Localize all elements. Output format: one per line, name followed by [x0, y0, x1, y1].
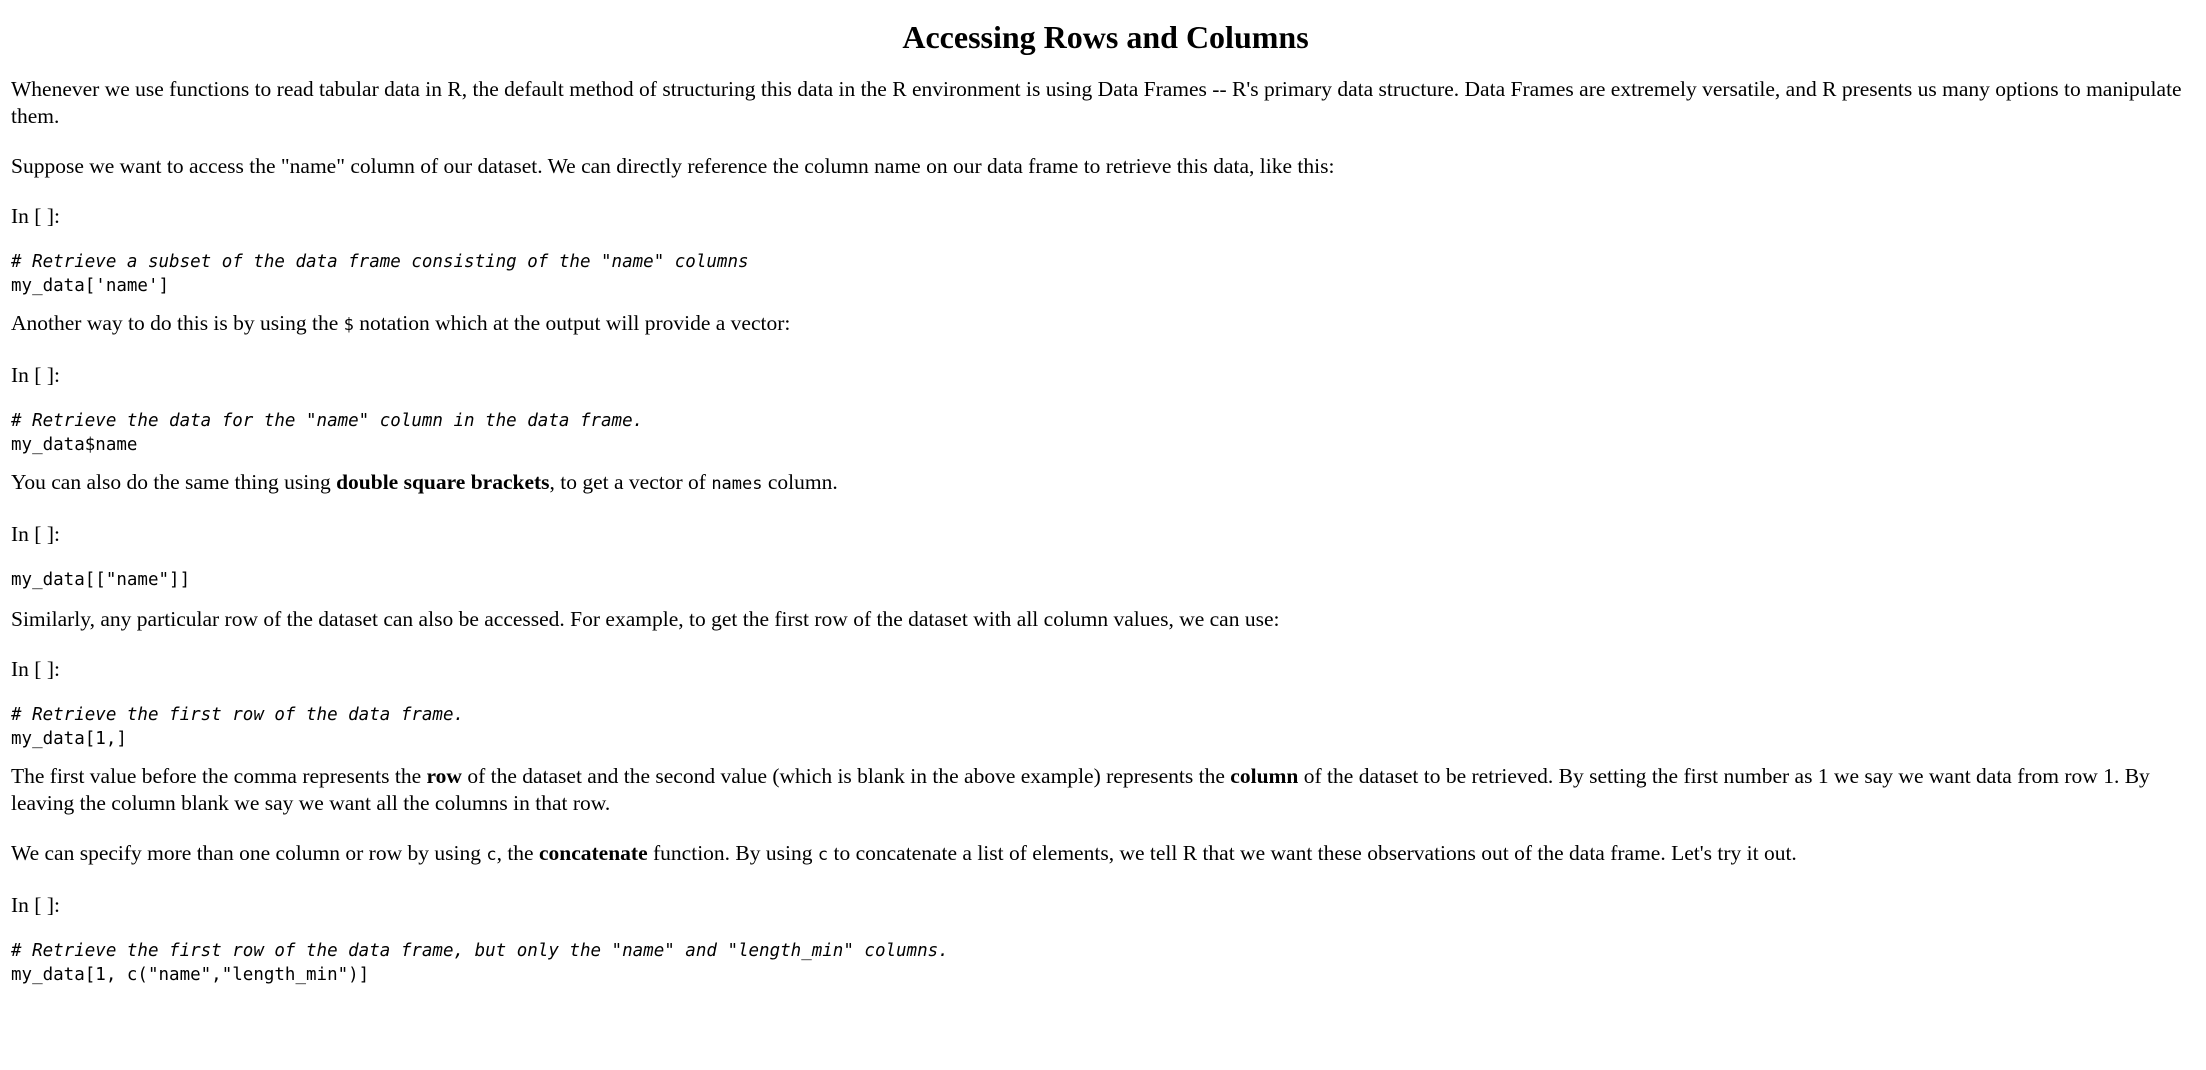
cell-prompt: In [ ]:: [11, 204, 60, 228]
code-line: my_data$name: [11, 435, 138, 455]
bold-term: double square brackets: [336, 470, 550, 494]
text-span: of the dataset to be retrieved. By setting the first number as 1 we say we want data from row 1. By leaving the column blank we say we want all the columns in that row.: [11, 764, 2150, 815]
paragraph-row-access: Similarly, any particular row of the dataset can also be accessed. For example, to get the first row of the dataset with all column values, we can use:: [11, 607, 1280, 631]
cell-prompt: In [ ]:: [11, 893, 60, 917]
code-input[interactable]: [11, 568, 2200, 592]
code-cell[interactable]: [11, 521, 2200, 592]
inline-code: c: [817, 845, 829, 865]
paragraph-concatenate: [11, 840, 2200, 869]
text-span: , the: [496, 841, 539, 865]
text-span: of the dataset and the second value (which is blank in the above example) represents the: [461, 764, 1231, 788]
text-span: notation which at the output will provide a vector:: [353, 311, 791, 335]
text-span: The first value before the comma represents the: [11, 764, 427, 788]
paragraph-row-column-explain: [11, 763, 2200, 817]
page-title: Accessing Rows and Columns: [902, 19, 1309, 55]
paragraph-intro: Whenever we use functions to read tabular data in R, the default method of structuring this data in the R environment is using Data Frames -- R's primary data structure. Data Frames are extremely versatile, and R presents us many options to manipulate them.: [11, 77, 2182, 128]
bold-term: row: [426, 764, 462, 788]
text-span: Another way to do this is by using the: [11, 311, 344, 335]
code-input[interactable]: [11, 939, 2200, 987]
code-cell[interactable]: [11, 656, 2200, 751]
inline-code: $: [343, 315, 354, 335]
code-input[interactable]: [11, 703, 2200, 751]
notebook-page: [0, 17, 2206, 987]
code-cell[interactable]: [11, 892, 2200, 987]
code-input[interactable]: [11, 250, 2200, 298]
text-span: to concatenate a list of elements, we tell R that we want these observations out of the data frame. Let's try it out.: [828, 841, 1797, 865]
inline-code: c: [486, 845, 497, 865]
paragraph-dollar-notation: [11, 310, 2200, 339]
text-span: You can also do the same thing using: [11, 470, 337, 494]
code-comment: # Retrieve the data for the "name" column in the data frame.: [11, 411, 644, 431]
code-line: my_data[1,]: [11, 729, 127, 749]
code-comment: # Retrieve the first row of the data frame.: [11, 705, 465, 725]
code-line: my_data[["name"]]: [11, 570, 191, 590]
inline-code: names: [711, 474, 763, 494]
code-cell[interactable]: [11, 203, 2200, 298]
text-span: , to get a vector of: [549, 470, 712, 494]
code-input[interactable]: [11, 409, 2200, 457]
cell-prompt: In [ ]:: [11, 657, 60, 681]
code-comment: # Retrieve a subset of the data frame consisting of the "name" columns: [11, 252, 749, 272]
cell-prompt: In [ ]:: [11, 522, 60, 546]
code-line: my_data[1, c("name","length_min")]: [11, 965, 370, 985]
code-cell[interactable]: [11, 362, 2200, 457]
bold-term: column: [1230, 764, 1299, 788]
code-line: my_data['name']: [11, 276, 170, 296]
paragraph-double-brackets: [11, 469, 2200, 498]
bold-term: concatenate: [538, 841, 648, 865]
paragraph-access-column: Suppose we want to access the "name" column of our dataset. We can directly reference the column name on our data frame to retrieve this data, like this:: [11, 154, 1335, 178]
text-span: function. By using: [647, 841, 818, 865]
text-span: column.: [762, 470, 838, 494]
text-span: We can specify more than one column or row by using: [11, 841, 487, 865]
cell-prompt: In [ ]:: [11, 363, 60, 387]
code-comment: # Retrieve the first row of the data frame, but only the "name" and "length_min" columns.: [11, 941, 949, 961]
